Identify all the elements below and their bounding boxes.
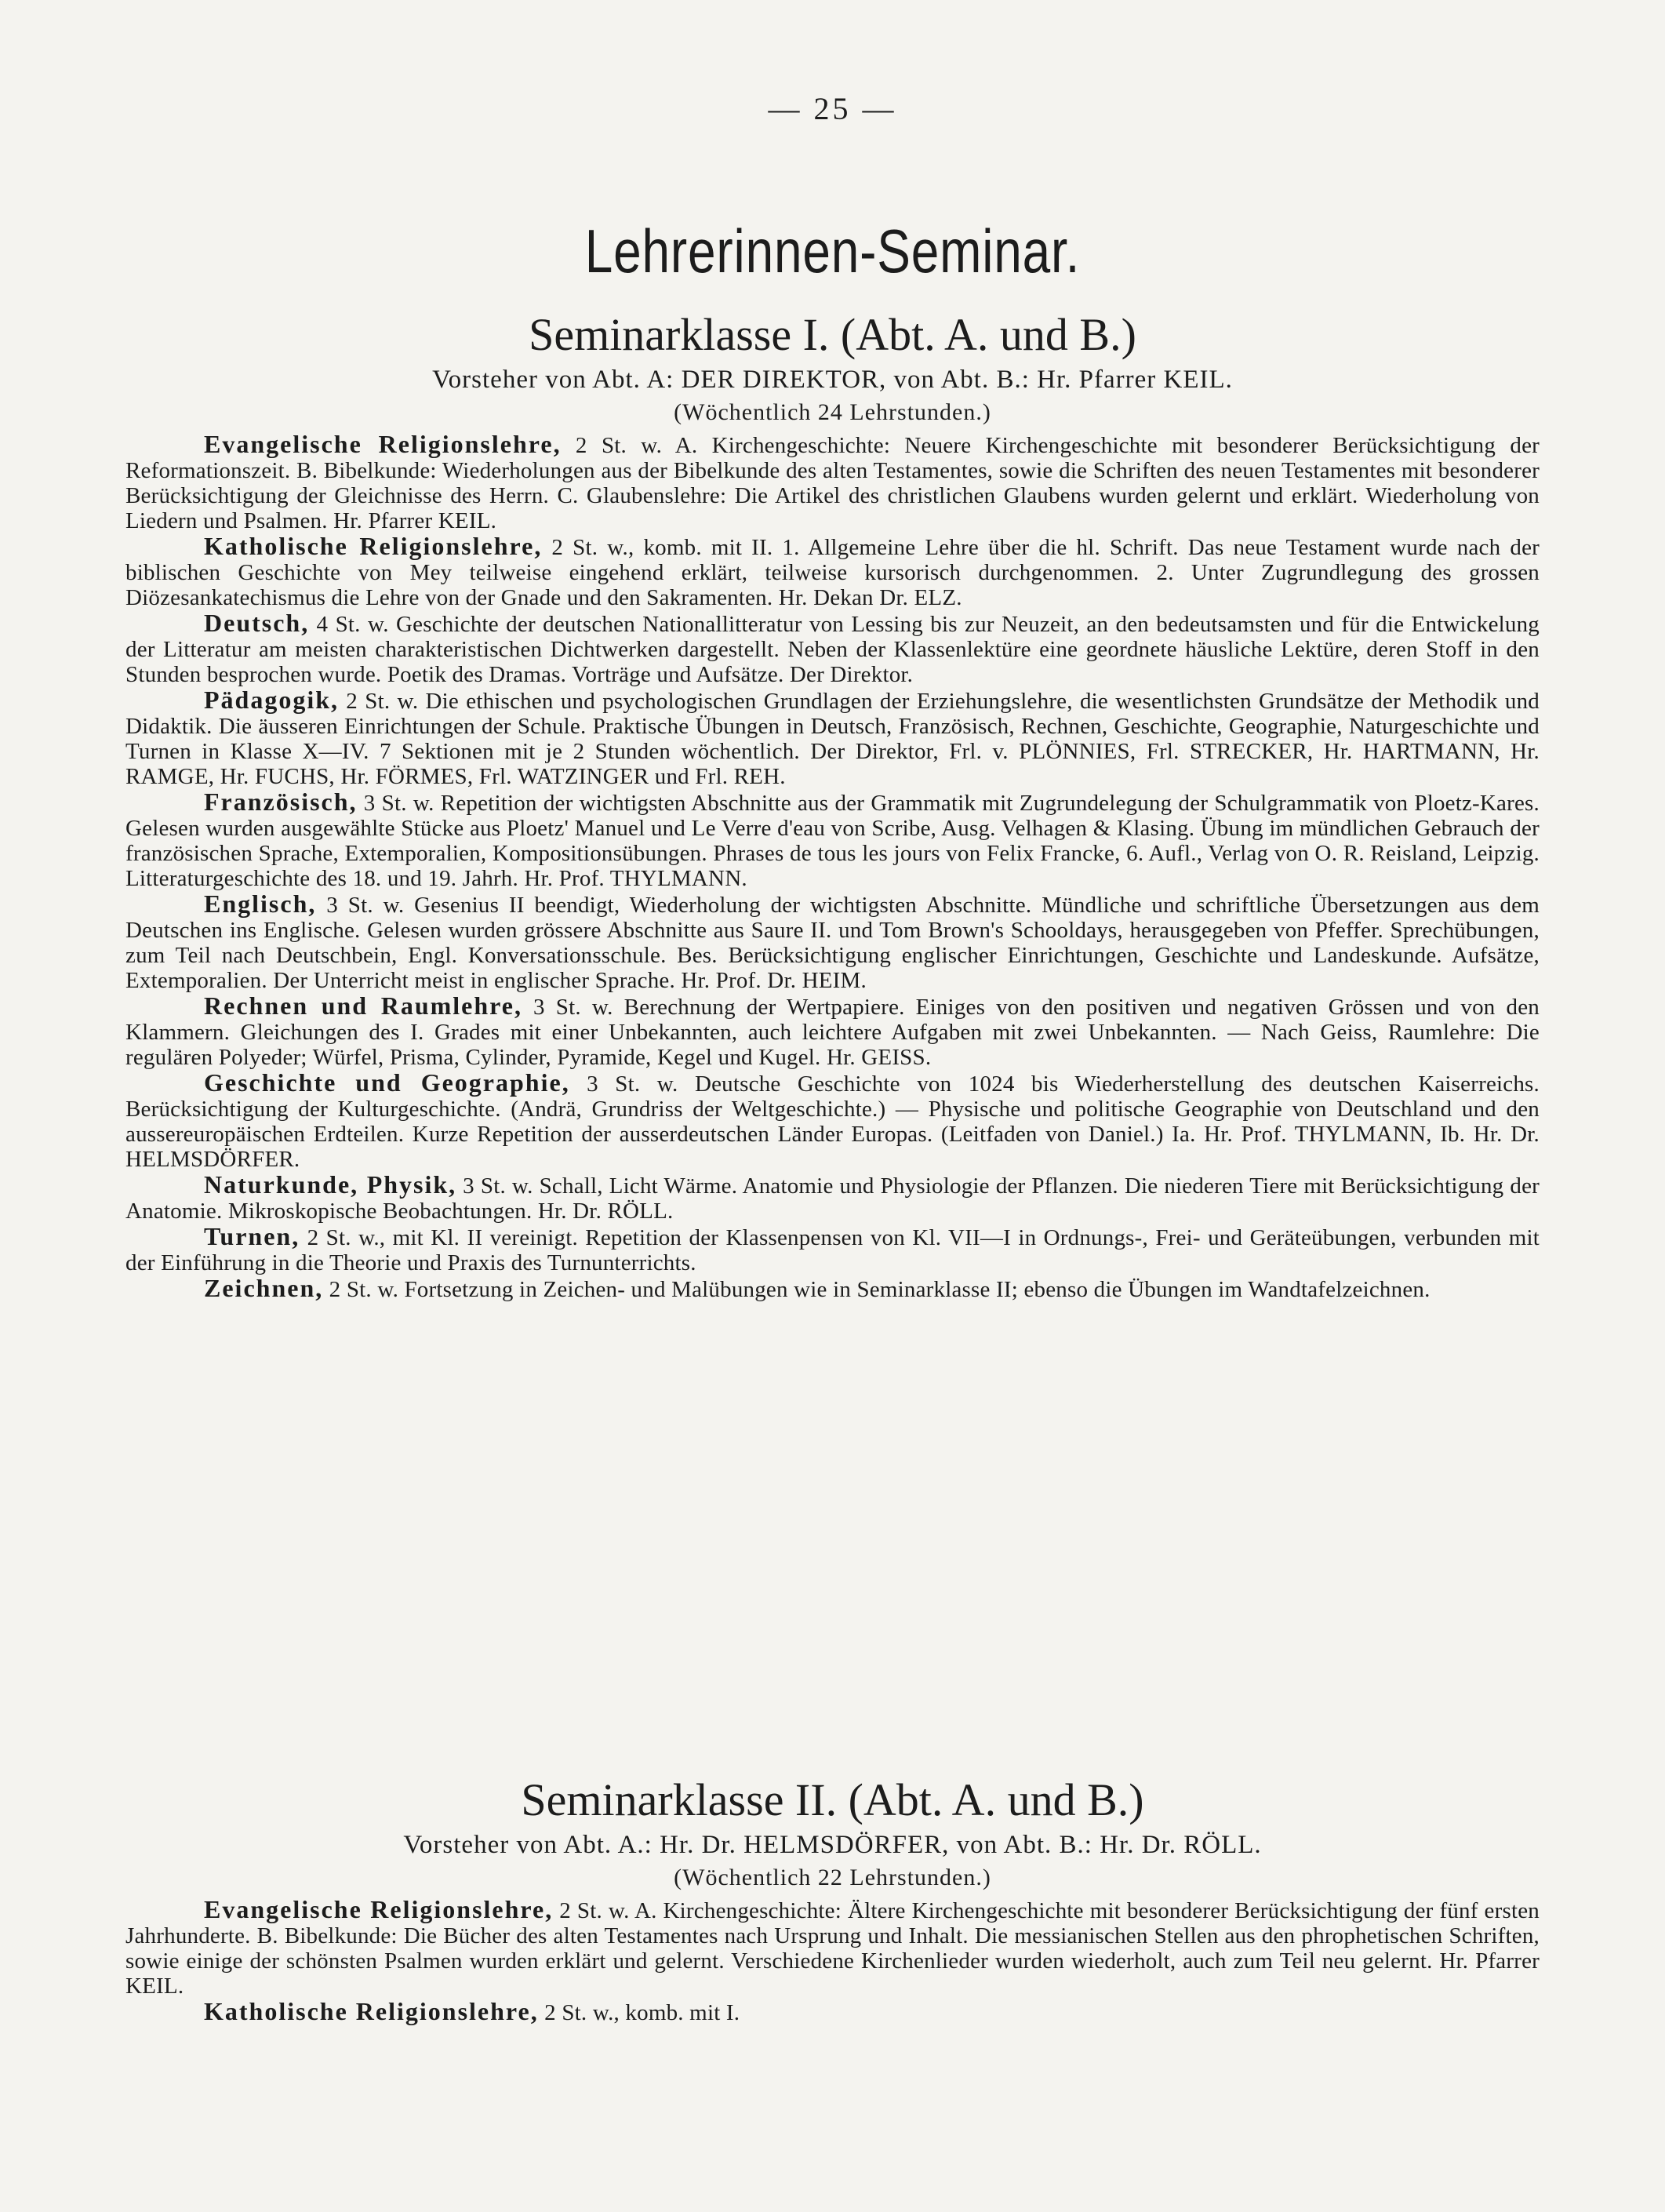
entry-text: 3 St. w. Berechnung der Wertpapiere. Einiges von den positiven und negativen Grössen und von den Klammern. Gleichungen des I. Grades mit einer Unbekannten, auch leichtere Aufgaben mit zwei Unbekannten. — Nach Geiss, Raumlehre: Die regulären Polyeder; Würfel, Prisma, Cylinder, Pyramide, Kegel und Kugel. Hr. GEISS. (125, 995, 1540, 1070)
subject-label: Französisch, (204, 788, 358, 816)
entry-zeichnen (125, 1275, 1540, 1302)
entry-katholische-religionslehre (125, 533, 1540, 610)
subject-label: Turnen, (204, 1222, 300, 1250)
main-title: Lehrerinnen-Seminar. (584, 216, 1081, 286)
entry-text: 2 St. w. Die ethischen und psychologischen Grundlagen der Erziehungslehre, die wesentlichsten Grundsätze der Methodik und Didaktik. Die äusseren Einrichtungen der Schule. Praktische Übungen in Deutsch, Französisch, Rechnen, Geschichte, Geographie, Naturgeschichte und Turnen in Klasse X—IV. 7 Sektionen mit je 2 Stunden wöchentlich. Der Direktor, Frl. v. PLÖNNIES, Frl. STRECKER, Hr. HARTMANN, Hr. RAMGE, Hr. FUCHS, Hr. FÖRMES, Frl. WATZINGER und Frl. REH. (125, 689, 1540, 789)
entry-text: 2 St. w. A. Kirchengeschichte: Ältere Kirchengeschichte mit besonderer Berücksichtigung der fünf ersten Jahrhunderte. B. Bibelkunde: Die Bücher des alten Testamentes nach Ursprung und Inhalt. Die messianischen Stellen aus den phrophetischen Schriften, sowie einige der schönsten Psalmen wurden erklärt und gelernt. Verschiedene Kirchenlieder wurden wiederholt, auch zum Teil neu gelernt. Hr. Pfarrer KEIL. (125, 1898, 1540, 1999)
entry-evangelische-religionslehre (125, 431, 1540, 533)
entry-geschichte-geographie (125, 1070, 1540, 1172)
entry-englisch (125, 891, 1540, 993)
subject-label: Pädagogik, (204, 686, 340, 714)
entry-text: 2 St. w., komb. mit I. (538, 2000, 740, 2025)
section-seminarklasse-2 (125, 1773, 1540, 2025)
subject-label: Katholische Religionslehre, (204, 532, 543, 560)
entry-turnen (125, 1224, 1540, 1275)
entry-katholische-religionslehre (125, 1999, 1540, 2025)
entry-text: 2 St. w. Fortsetzung in Zeichen- und Malübungen wie in Seminarklasse II; ebenso die Übungen im Wandtafelzeichnen. (323, 1277, 1431, 1302)
subject-label: Englisch, (204, 890, 317, 918)
page-number: — 25 — (768, 91, 897, 126)
hours-line: (Wöchentlich 22 Lehrstunden.) (674, 1865, 991, 1890)
subject-label: Katholische Religionslehre, (204, 1997, 539, 2025)
subject-label: Geschichte und Geographie, (204, 1068, 570, 1097)
entry-text: 2 St. w., komb. mit II. 1. Allgemeine Lehre über die hl. Schrift. Das neue Testament wurde nach der biblischen Geschichte von Mey teilweise eingehend erklärt, teilweise kursorisch durchgenommen. 2. Unter Zugrundlegung des grossen Diözesankatechismus die Lehre von der Gnade und den Sakramenten. Hr. Dekan Dr. ELZ. (125, 535, 1540, 610)
section-seminarklasse-1 (125, 307, 1540, 1302)
director-line: Vorsteher von Abt. A.: Hr. Dr. HELMSDÖRFER, von Abt. B.: Hr. Dr. RÖLL. (403, 1831, 1262, 1859)
director-line: Vorsteher von Abt. A: DER DIREKTOR, von Abt. B.: Hr. Pfarrer KEIL. (432, 366, 1233, 394)
entry-text: 3 St. w. Gesenius II beendigt, Wiederholung der wichtigsten Abschnitte. Mündliche und schriftliche Übersetzungen aus dem Deutschen ins Englische. Gelesen wurden grössere Abschnitte aus Saure II. und Tom Brown's Schooldays, herausgegeben von Pfeffer. Sprechübungen, zum Teil nach Deutschbein, Engl. Konversationsschule. Bes. Berücksichtigung englischer Einrichtungen, Geschichte und Landeskunde. Aufsätze, Extemporalien. Der Unterricht meist in englischer Sprache. Hr. Prof. Dr. HEIM. (125, 893, 1540, 993)
entry-text: 3 St. w. Schall, Licht Wärme. Anatomie und Physiologie der Pflanzen. Die niederen Tiere mit Berücksichtigung der Anatomie. Mikroskopische Beobachtungen. Hr. Dr. RÖLL. (125, 1173, 1540, 1224)
subject-label: Deutsch, (204, 609, 310, 637)
hours-line: (Wöchentlich 24 Lehrstunden.) (674, 399, 991, 425)
entry-paedagogik (125, 687, 1540, 789)
subject-label: Zeichnen, (204, 1274, 324, 1302)
subject-label: Evangelische Religionslehre, (204, 430, 562, 458)
entry-evangelische-religionslehre (125, 1897, 1540, 1999)
entry-franzoesisch (125, 789, 1540, 891)
entry-text: 2 St. w. A. Kirchengeschichte: Neuere Kirchengeschichte mit besonderer Berücksichtigung der Reformationszeit. B. Bibelkunde: Wiederholungen aus der Bibelkunde des alten Testamentes, sowie die Schriften des neuen Testamentes mit besonderer Berücksichtigung der Gleichnisse des Herrn. C. Glaubenslehre: Die Artikel des christlichen Glaubens wurden gelernt und erklärt. Wiederholung von Liedern und Psalmen. Hr. Pfarrer KEIL. (125, 433, 1540, 533)
entry-text: 3 St. w. Deutsche Geschichte von 1024 bis Wiederherstellung des deutschen Kaiserreichs. Berücksichtigung der Kulturgeschichte. (Andrä, Grundriss der Weltgeschichte.) — Physische und politische Geographie von Deutschland und den aussereuropäischen Erdteilen. Kurze Repetition der ausserdeutschen Länder Europas. (Leitfaden von Daniel.) Ia. Hr. Prof. THYLMANN, Ib. Hr. Dr. HELMSDÖRFER. (125, 1071, 1540, 1172)
entry-rechnen-raumlehre (125, 993, 1540, 1070)
subject-label: Naturkunde, Physik, (204, 1170, 457, 1199)
entry-deutsch (125, 610, 1540, 687)
entry-text: 4 St. w. Geschichte der deutschen Nationallitteratur von Lessing bis zur Neuzeit, an den bedeutsamsten und für die Entwickelung der Litteratur am meisten charakteristischen Dichtwerken dargestellt. Neben der Klassenlektüre eine geordnete häusliche Lektüre, deren Stoff in den Stunden besprochen wurde. Poetik des Dramas. Vorträge und Aufsätze. Der Direktor. (125, 612, 1540, 687)
entry-text: 2 St. w., mit Kl. II vereinigt. Repetition der Klassenpensen von Kl. VII—I in Ordnungs-, Frei- und Geräteübungen, verbunden mit der Einführung in die Theorie und Praxis des Turnunterrichts. (125, 1225, 1540, 1275)
section-heading: Seminarklasse I. (Abt. A. und B.) (529, 309, 1136, 360)
subject-label: Rechnen und Raumlehre, (204, 991, 522, 1020)
entry-naturkunde-physik (125, 1172, 1540, 1224)
section-heading: Seminarklasse II. (Abt. A. und B.) (521, 1774, 1144, 1825)
entry-text: 3 St. w. Repetition der wichtigsten Abschnitte aus der Grammatik mit Zugrundelegung der Schulgrammatik von Ploetz-Kares. Gelesen wurden ausgewählte Stücke aus Ploetz' Manuel und Le Verre d'eau von Scribe, Ausg. Velhagen & Klasing. Übung im mündlichen Gebrauch der französischen Sprache, Extemporalien, Kompositionsübungen. Phrases de tous les jours von Felix Francke, 6. Aufl., Verlag von O. R. Reisland, Leipzig. Litteraturgeschichte des 18. und 19. Jahrh. Hr. Prof. THYLMANN. (125, 791, 1540, 891)
subject-label: Evangelische Religionslehre, (204, 1895, 554, 1923)
